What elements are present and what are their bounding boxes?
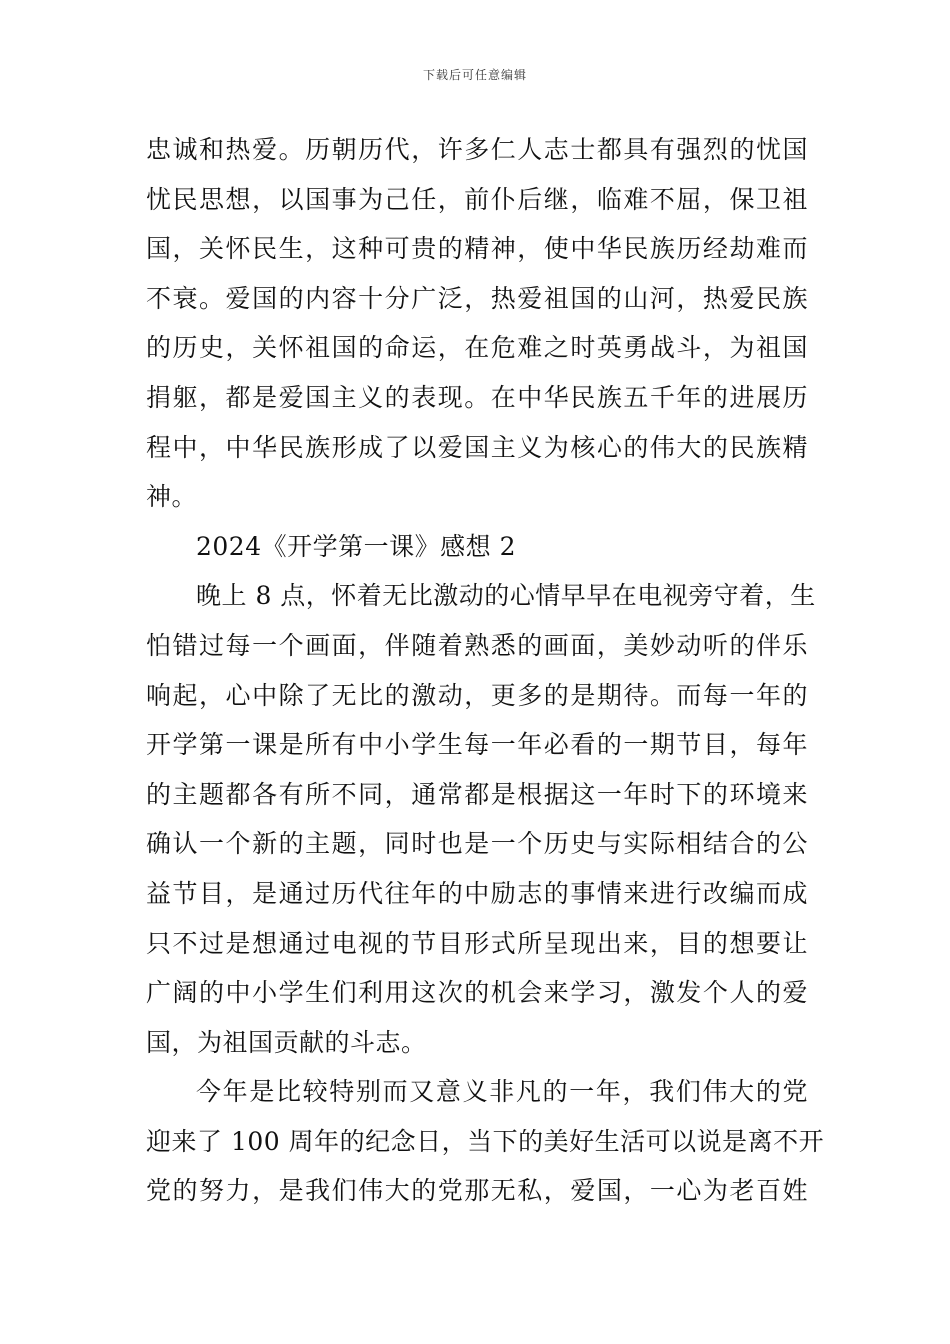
text-line: 2024《开学第一课》感想 2 (196, 531, 516, 561)
text-line: 的主题都各有所不同，通常都是根据这一年时下的环境来 (146, 779, 808, 809)
text-line: 怕错过每一个画面，伴随着熟悉的画面，美妙动听的伴乐 (146, 630, 808, 660)
text-line: 开学第一课是所有中小学生每一年必看的一期节目，每年 (146, 730, 808, 760)
text-line: 党的努力，是我们伟大的党那无私，爱国，一心为老百姓 (146, 1176, 808, 1206)
text-line: 迎来了 100 周年的纪念日，当下的美好生活可以说是离不开 (146, 1126, 825, 1156)
text-line: 益节目，是通过历代往年的中励志的事情来进行改编而成 (146, 878, 808, 908)
text-line: 忠诚和热爱。历朝历代，许多仁人志士都具有强烈的忧国 (146, 135, 808, 164)
text-line: 确认一个新的主题，同时也是一个历史与实际相结合的公 (146, 829, 808, 859)
text-line: 今年是比较特别而又意义非凡的一年，我们伟大的党 (196, 1077, 808, 1107)
text-line: 的历史，关怀祖国的命运，在危难之时英勇战斗，为祖国 (146, 333, 808, 363)
text-line: 广阔的中小学生们利用这次的机会来学习，激发个人的爱 (146, 978, 808, 1008)
text-line: 捐躯，都是爱国主义的表现。在中华民族五千年的进展历 (146, 382, 808, 412)
text-line: 晚上 8 点，怀着无比激动的心情早早在电视旁守着，生 (196, 581, 816, 611)
page-header: 下载后可任意编辑 (422, 68, 527, 82)
text-line: 不衰。爱国的内容十分广泛，热爱祖国的山河，热爱民族 (146, 283, 808, 313)
document-body (146, 125, 825, 1216)
text-line: 只不过是想通过电视的节目形式所呈现出来，目的想要让 (146, 928, 808, 958)
text-line: 国，关怀民生，这种可贵的精神，使中华民族历经劫难而 (146, 234, 808, 264)
text-line: 神。 (146, 482, 198, 512)
text-line: 程中，中华民族形成了以爱国主义为核心的伟大的民族精 (146, 432, 808, 462)
text-line: 忧民思想，以国事为己任，前仆后继，临难不屈，保卫祖 (146, 184, 808, 214)
text-line: 响起，心中除了无比的激动，更多的是期待。而每一年的 (146, 680, 808, 710)
text-line: 国，为祖国贡献的斗志。 (146, 1027, 427, 1057)
